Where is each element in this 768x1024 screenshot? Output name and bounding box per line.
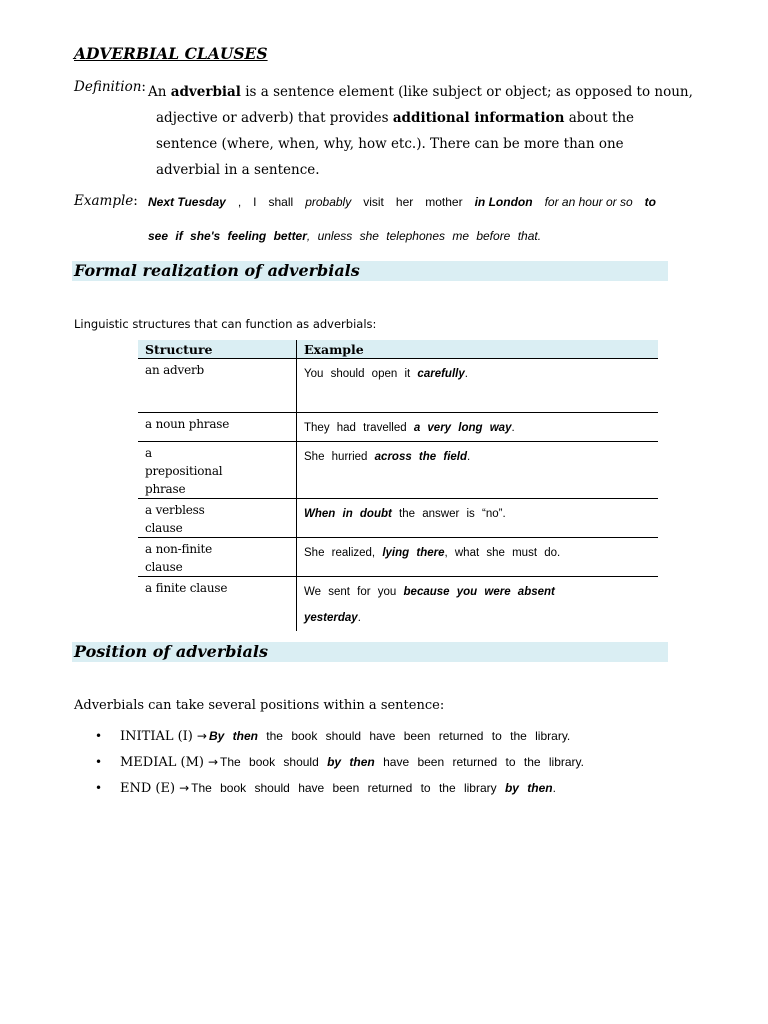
- example-word: her: [395, 195, 414, 209]
- example-word: I: [253, 195, 257, 209]
- section-heading-position: Position of adverbials: [74, 642, 269, 661]
- definition-line: An adverbial is a sentence element (like subject or object; as opposed to noun,: [148, 84, 693, 100]
- definition-label: Definition:: [74, 79, 146, 95]
- bullet-icon: •: [95, 781, 103, 795]
- table-header-row: [138, 340, 658, 359]
- positions-intro: Adverbials can take several positions within a sentence:: [74, 698, 445, 713]
- structure-cell: a non-finite clause: [138, 538, 297, 577]
- structure-cell: a verbless clause: [138, 499, 297, 538]
- term-additional-information: additional information: [392, 110, 565, 126]
- example-word: Next Tuesday: [148, 195, 226, 209]
- position-example: The book should by then have been returned to the library.: [220, 755, 584, 769]
- section-heading-formal-realization: Formal realization of adverbials: [74, 261, 360, 280]
- example-sentence-line-2: see if she's feeling better, unless she telephones me before that.: [148, 229, 542, 243]
- example-word: visit: [363, 195, 384, 209]
- arrow-right-icon: →: [207, 755, 219, 769]
- structure-cell: an adverb: [138, 359, 297, 413]
- table-row: [138, 359, 658, 413]
- example-word: shall: [268, 195, 294, 209]
- example-cell: She hurried across the field.: [297, 442, 659, 499]
- table-row: [138, 413, 658, 442]
- position-label: INITIAL (I): [120, 729, 193, 744]
- example-cell: We sent for you because you were absent yesterday.: [304, 586, 555, 624]
- example-word: to: [644, 195, 656, 209]
- position-label: END (E): [120, 781, 176, 796]
- column-header-structure: Structure: [138, 340, 297, 359]
- definition-line: sentence (where, when, why, how etc.). There can be more than one: [156, 136, 624, 152]
- structures-intro: Linguistic structures that can function as adverbials:: [74, 317, 377, 331]
- structure-cell: a prepositional phrase: [138, 442, 297, 499]
- definition-line: adverbial in a sentence.: [156, 162, 320, 178]
- example-word: ,: [237, 195, 242, 209]
- structure-cell: a finite clause: [138, 577, 297, 632]
- table-row: [138, 499, 658, 538]
- list-item: [95, 755, 584, 781]
- bullet-icon: •: [95, 755, 103, 769]
- table-row: [138, 577, 658, 632]
- positions-list: [95, 729, 584, 807]
- example-word: probably: [305, 195, 352, 209]
- example-cell: When in doubt the answer is “no”.: [297, 499, 659, 538]
- position-example: The book should have been returned to the library by then.: [191, 781, 556, 795]
- example-word: for an hour or so: [544, 195, 633, 209]
- column-header-example: Example: [297, 340, 659, 359]
- list-item: [95, 781, 584, 807]
- example-cell: They had travelled a very long way.: [297, 413, 659, 442]
- table-row: [138, 442, 658, 499]
- term-adverbial: adverbial: [170, 84, 241, 100]
- list-item: [95, 729, 584, 755]
- page-title: ADVERBIAL CLAUSES: [74, 44, 268, 63]
- example-label: Example:: [74, 193, 138, 209]
- arrow-right-icon: →: [179, 781, 190, 795]
- definition-line: adjective or adverb) that provides additional information about the: [156, 110, 635, 126]
- example-sentence-line-1: [148, 195, 656, 209]
- example-cell: She realized, lying there, what she must do.: [297, 538, 659, 577]
- table-row: [138, 538, 658, 577]
- structure-cell: a noun phrase: [138, 413, 297, 442]
- definition-text: [148, 79, 693, 183]
- bullet-icon: •: [95, 729, 103, 743]
- position-label: MEDIAL (M): [120, 755, 204, 770]
- example-cell: You should open it carefully.: [297, 359, 659, 413]
- position-example: By then the book should have been returned to the library.: [208, 729, 571, 743]
- example-word: in London: [474, 195, 533, 209]
- arrow-right-icon: →: [196, 729, 207, 743]
- structures-table: [138, 340, 658, 631]
- example-word: mother: [425, 195, 463, 209]
